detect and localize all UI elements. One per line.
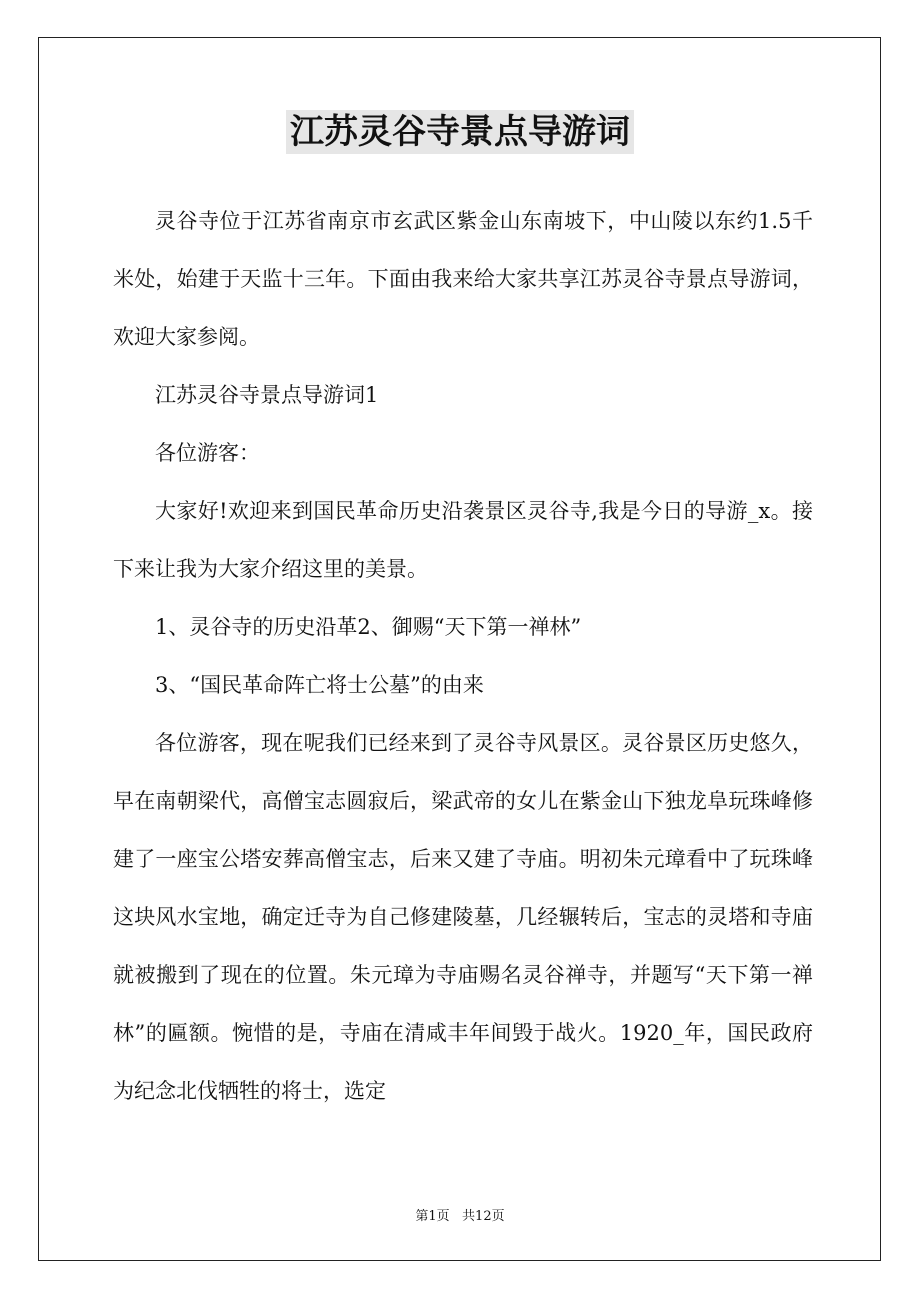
- section-heading: 江苏灵谷寺景点导游词1: [155, 383, 379, 407]
- outline-item-1-2: 1、灵谷寺的历史沿革2、御赐“天下第一禅林”: [155, 615, 582, 639]
- document-title: [0, 108, 920, 156]
- intro-paragraph: 灵谷寺位于江苏省南京市玄武区紫金山东南坡下，中山陵以东约1.5千米处，始建于天监十三年。下面由我来给大家共享江苏灵谷寺景点导游词，欢迎大家参阅。: [113, 209, 813, 349]
- greeting-paragraph: 各位游客：: [155, 441, 260, 465]
- history-paragraph: 各位游客，现在呢我们已经来到了灵谷寺风景区。灵谷景区历史悠久，早在南朝梁代，高僧宝志圆寂后，梁武帝的女儿在紫金山下独龙阜玩珠峰修建了一座宝公塔安葬高僧宝志，后来又建了寺庙。明初朱元璋看中了玩珠峰这块风水宝地，确定迁寺为自己修建陵墓，几经辗转后，宝志的灵塔和寺庙就被搬到了现在的位置。朱元璋为寺庙赐名灵谷禅寺，并题写“天下第一禅林”的匾额。惋惜的是，寺庙在清咸丰年间毁于战火。1920_年，国民政府为纪念北伐牺牲的将士，选定: [113, 731, 813, 1103]
- outline-item-3: 3、“国民革命阵亡将士公墓”的由来: [155, 673, 484, 697]
- page-footer: 第1页 共12页: [415, 1209, 505, 1224]
- document-body: [113, 192, 813, 1120]
- welcome-paragraph: 大家好!欢迎来到国民革命历史沿袭景区灵谷寺,我是今日的导游_x。接下来让我为大家介绍这里的美景。: [113, 499, 813, 581]
- title-text: 江苏灵谷寺景点导游词: [286, 110, 634, 154]
